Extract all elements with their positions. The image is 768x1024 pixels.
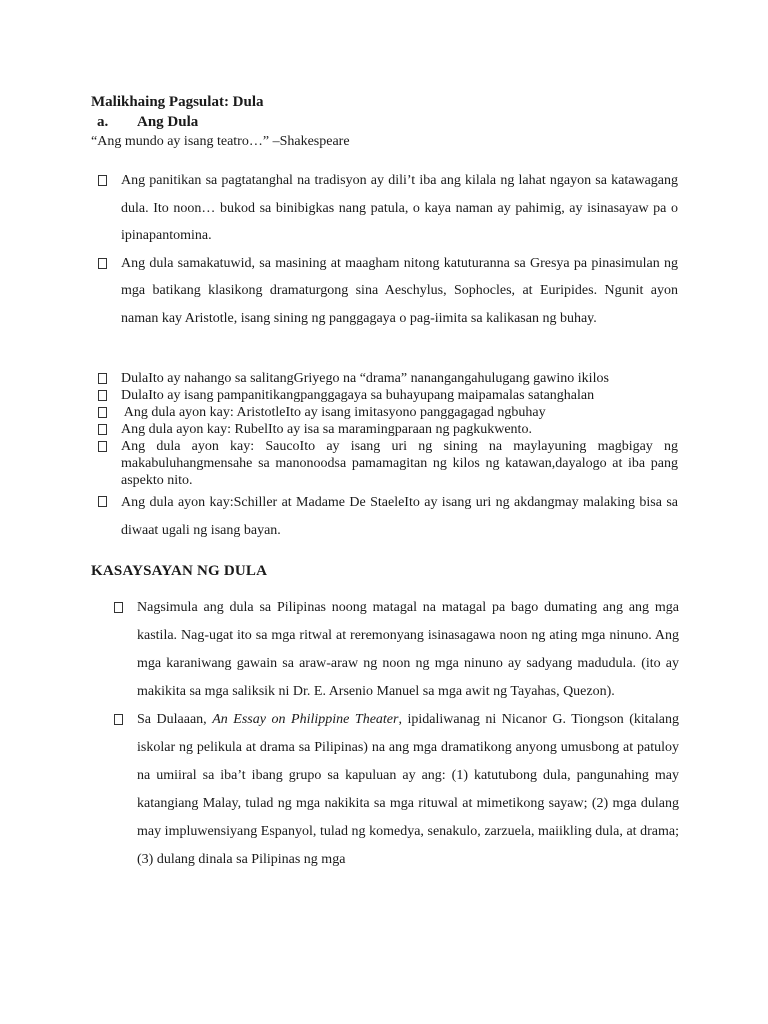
book-title: An Essay on Philippine Theater xyxy=(212,712,399,727)
list-item xyxy=(98,370,678,387)
bullet-box-icon xyxy=(98,258,107,269)
list-item-text: Ang panitikan sa pagtatanghal na tradisyon ay dili’t iba ang kilala ng lahat ngayon sa katawagang dula. Ito noon… bukod sa binibigkas nang patula, o kaya naman ay pahimig, ay isinasayaw pa o ipinapantomina. xyxy=(121,173,678,243)
list-item xyxy=(98,489,678,545)
bullet-box-icon xyxy=(114,714,123,725)
bullet-box-icon xyxy=(98,373,107,384)
section-subtitle xyxy=(97,114,198,131)
intro-list xyxy=(98,167,678,332)
list-item-text: Ang dula ayon kay: SaucoIto ay isang uri ng sining na maylayuning magbigay ng makabuluhangmensahe sa manonoodsa pamamagitan ng kilos ng katawan,dayalogo at iba pang aspekto nito. xyxy=(121,439,678,488)
list-item xyxy=(98,250,678,333)
list-item-text: Ang dula ayon kay: AristotleIto ay isang imitasyono panggagagad ngbuhay xyxy=(121,405,546,420)
list-item xyxy=(98,421,678,438)
bullet-box-icon xyxy=(98,175,107,186)
bullet-box-icon xyxy=(98,390,107,401)
bullet-box-icon xyxy=(98,424,107,435)
list-item xyxy=(98,404,678,421)
list-item-text-post: , ipidaliwanag ni Nicanor G. Tiongson (kitalang iskolar ng pelikula at drama sa Pilipinas) na ang mga dramatikong anyong umusbong at patuloy na umiiral sa iba’t ibang grupo sa kapuluan ay ang: (1) katutubong dula, pangunahing may katangiang Malay, tulad ng mga nakikita sa mga rituwal at mimetikong sayaw; (2) mga dulang may impluwensiyang Espanyol, tulad ng komedya, senakulo, zarzuela, maiikling dula, at drama; (3) dulang dinala sa Pilipinas ng mga xyxy=(137,712,679,867)
subtitle-letter: a. xyxy=(97,114,109,130)
bullet-box-icon xyxy=(98,441,107,452)
history-list xyxy=(114,594,679,874)
list-item-text: DulaIto ay isang pampanitikangpanggagaya sa buhayupang maipamalas satanghalan xyxy=(121,388,595,403)
bullet-box-icon xyxy=(114,602,123,613)
list-item-text: DulaIto ay nahango sa salitangGriyego na “drama” nanangangahulugang gawino ikilos xyxy=(121,371,609,386)
shakespeare-quote: “Ang mundo ay isang teatro…” –Shakespeare xyxy=(91,134,350,149)
list-item xyxy=(98,167,678,250)
list-item-text: Ang dula ayon kay: RubelIto ay isa sa maramingparaan ng pagkukwento. xyxy=(121,422,532,437)
bullet-box-icon xyxy=(98,496,107,507)
list-item-text: Nagsimula ang dula sa Pilipinas noong matagal na matagal pa bago dumating ang ang mga kastila. Nag-ugat ito sa mga ritwal at reremonyang isinasagawa noon ng ating mga ninuno. Ang mga karaniwang gawain sa araw-araw ng noon ng mga ninuno ay sadyang madudula. (ito ay makikita sa mga saliksik ni Dr. E. Arsenio Manuel sa mga awit ng Tayahas, Quezon). xyxy=(137,600,679,699)
list-item xyxy=(114,706,679,874)
bullet-box-icon xyxy=(98,407,107,418)
list-item-text: Ang dula samakatuwid, sa masining at maagham nitong katuturanna sa Gresya pa pinasimulan ng mga batikang klasikong dramaturgong sina Aeschylus, Sophocles, at Euripides. Ngunit ayon naman kay Aristotle, isang sining ng panggagaya o pag-iimita sa kalikasan ng buhay. xyxy=(121,255,678,326)
document-title: Malikhaing Pagsulat: Dula xyxy=(91,94,264,110)
list-item xyxy=(114,594,679,706)
definitions-list xyxy=(98,370,678,545)
list-item xyxy=(98,438,678,489)
list-item-text-pre: Sa Dulaaan, xyxy=(137,712,213,727)
list-item-text: Ang dula ayon kay:Schiller at Madame De StaeleIto ay isang uri ng akdangmay malaking bisa sa diwaat ugali ng isang bayan. xyxy=(121,495,678,538)
section-heading-history: KASAYSAYAN NG DULA xyxy=(91,563,268,579)
subtitle-text: Ang Dula xyxy=(137,114,199,130)
list-item xyxy=(98,387,678,404)
